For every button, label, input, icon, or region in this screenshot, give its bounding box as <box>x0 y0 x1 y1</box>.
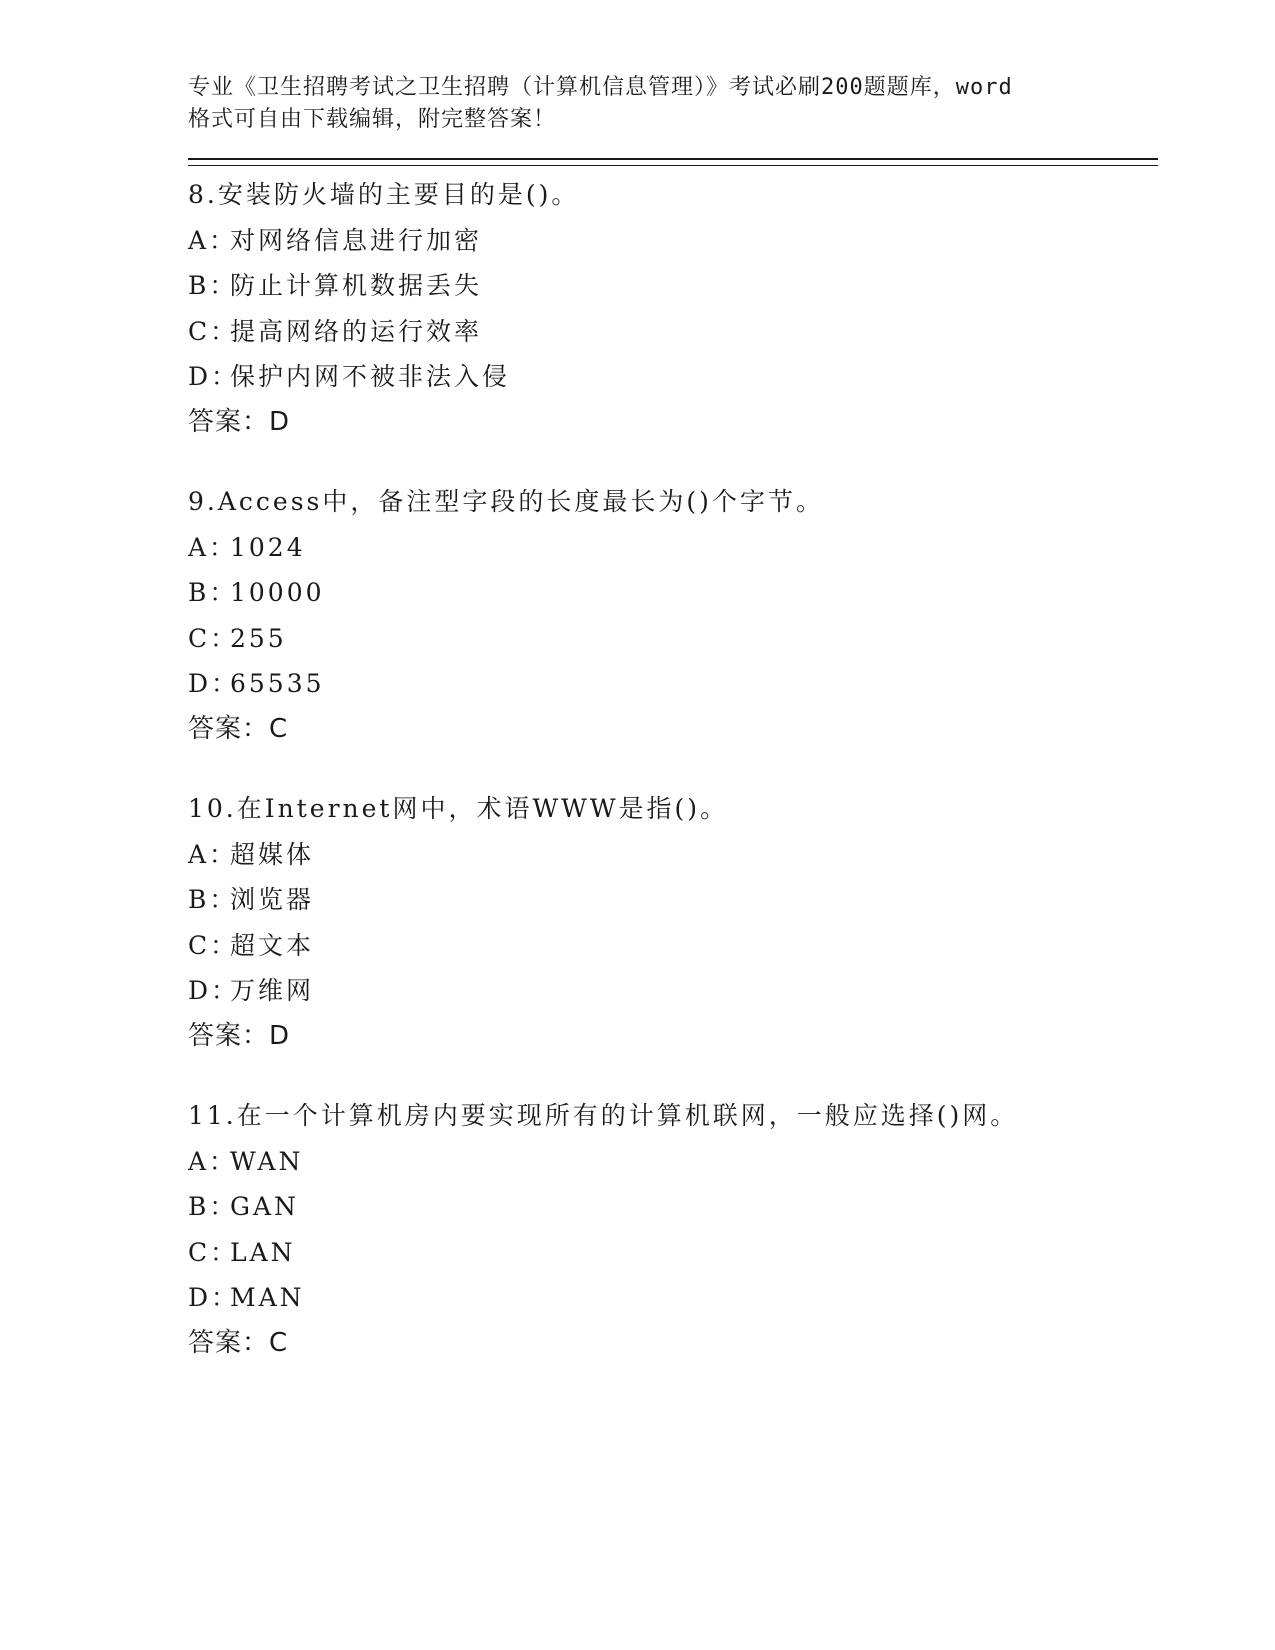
option-b <box>188 570 1158 616</box>
option-letter: D： <box>188 976 240 1005</box>
answer-line <box>188 400 1158 446</box>
option-letter: A： <box>188 839 238 869</box>
option-c <box>188 1230 1158 1276</box>
option-a <box>188 218 1158 264</box>
option-letter: D： <box>188 1283 240 1312</box>
answer-label: 答案： <box>188 406 270 437</box>
question-stem: 8.安装防火墙的主要目的是()。 <box>188 180 580 209</box>
answer-line <box>188 1321 1158 1367</box>
option-a <box>188 1139 1158 1185</box>
option-letter: D： <box>188 669 240 698</box>
option-b <box>188 877 1158 923</box>
answer-line <box>188 1014 1158 1060</box>
header-line-1: 专业《卫生招聘考试之卫生招聘（计算机信息管理）》考试必刷200题题库，word <box>188 75 1013 100</box>
option-text: MAN <box>230 1283 305 1312</box>
option-a <box>188 832 1158 878</box>
answer-value: C <box>269 1327 289 1358</box>
option-text: 255 <box>230 623 287 653</box>
option-d <box>188 661 1158 707</box>
option-letter: B： <box>188 885 238 914</box>
option-letter: C： <box>188 1237 239 1267</box>
option-text: 1024 <box>230 532 306 562</box>
answer-label: 答案： <box>188 713 270 744</box>
document-header <box>188 72 1088 136</box>
answer-line <box>188 707 1158 753</box>
option-letter: C： <box>188 623 239 653</box>
question-11 <box>188 1093 1158 1366</box>
option-c <box>188 923 1158 969</box>
question-stem: 11.在一个计算机房内要实现所有的计算机联网，一般应选择()网。 <box>188 1101 1019 1130</box>
header-line-2: 格式可自由下载编辑，附完整答案！ <box>188 107 557 132</box>
option-text: LAN <box>230 1237 296 1267</box>
option-letter: A： <box>188 225 238 255</box>
option-b <box>188 1184 1158 1230</box>
option-text: 防止计算机数据丢失 <box>230 271 483 300</box>
option-text: 超媒体 <box>230 839 315 869</box>
document-page <box>188 72 1158 1400</box>
option-letter: B： <box>188 578 238 607</box>
option-text: WAN <box>230 1146 304 1176</box>
option-letter: C： <box>188 316 239 346</box>
option-text: 对网络信息进行加密 <box>230 225 483 255</box>
option-c <box>188 309 1158 355</box>
option-c <box>188 616 1158 662</box>
option-text: 保护内网不被非法入侵 <box>230 362 511 391</box>
question-8 <box>188 172 1158 445</box>
answer-label: 答案： <box>188 1327 270 1358</box>
question-stem: 9.Access中，备注型字段的长度最长为()个字节。 <box>188 487 824 516</box>
answer-label: 答案： <box>188 1020 270 1051</box>
option-letter: B： <box>188 1192 238 1221</box>
answer-value: D <box>269 1020 291 1051</box>
answer-value: D <box>269 406 291 437</box>
option-letter: B： <box>188 271 238 300</box>
question-stem: 10.在Internet网中，术语WWW是指()。 <box>188 794 729 823</box>
option-text: 浏览器 <box>230 885 315 914</box>
question-list <box>188 172 1158 1366</box>
option-d <box>188 354 1158 400</box>
option-letter: D： <box>188 362 240 391</box>
option-a <box>188 525 1158 571</box>
option-text: 万维网 <box>230 976 315 1005</box>
option-b <box>188 263 1158 309</box>
option-text: 提高网络的运行效率 <box>230 316 483 346</box>
option-text: 10000 <box>230 578 325 607</box>
answer-value: C <box>269 713 289 744</box>
option-letter: C： <box>188 930 239 960</box>
option-text: 超文本 <box>230 930 315 960</box>
question-10 <box>188 786 1158 1059</box>
option-d <box>188 1275 1158 1321</box>
question-9 <box>188 479 1158 752</box>
option-letter: A： <box>188 532 238 562</box>
option-text: 65535 <box>230 669 325 698</box>
header-divider <box>188 158 1158 166</box>
option-d <box>188 968 1158 1014</box>
option-text: GAN <box>230 1192 299 1221</box>
option-letter: A： <box>188 1146 238 1176</box>
